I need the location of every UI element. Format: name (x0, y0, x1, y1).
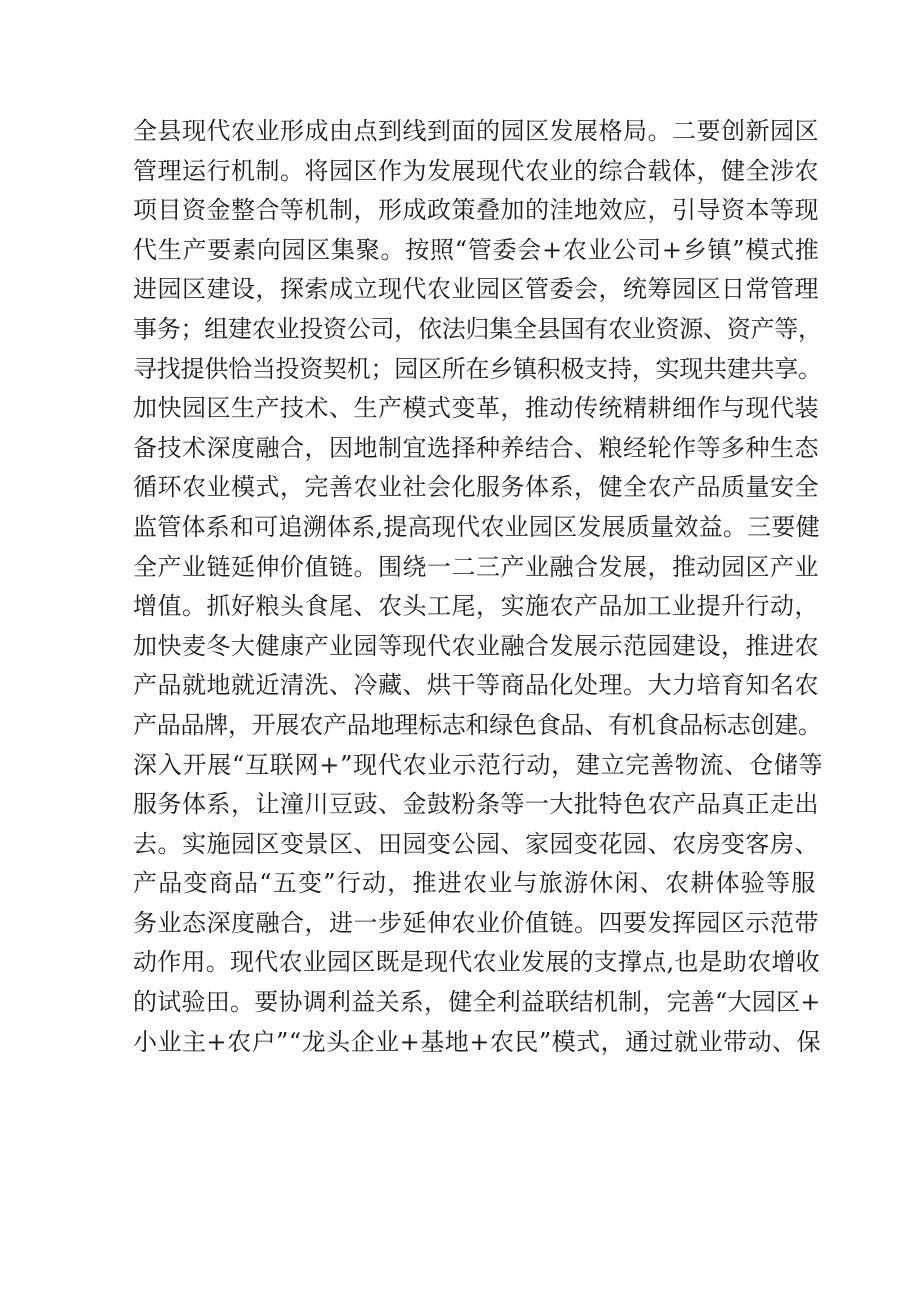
text-line: 全产业链延伸价值链。围绕一二三产业融合发展，推动园区产业 (133, 552, 819, 581)
text-line: 产品变商品“五变”行动，推进农业与旅游休闲、农耕体验等服 (133, 869, 817, 898)
text-line: 加快园区生产技术、生产模式变革，推动传统精耕细作与现代装 (133, 394, 819, 423)
body-paragraph (133, 112, 823, 1062)
text-line: 深入开展“互联网+”现代农业示范行动，建立完善物流、仓储等 (133, 750, 824, 779)
text-line: 备技术深度融合，因地制宜选择种养结合、粮经轮作等多种生态 (133, 433, 819, 462)
text-line: 全县现代农业形成由点到线到面的园区发展格局。二要创新园区 (133, 117, 819, 145)
text-line: 产品就地就近清洗、冷藏、烘干等商品化处理。大力培育知名农 (133, 671, 819, 700)
text-line: 进园区建设，探索成立现代农业园区管委会，统筹园区日常管理 (133, 275, 819, 304)
text-line: 管理运行机制。将园区作为发展现代农业的综合载体，健全涉农 (133, 156, 819, 185)
text-line: 项目资金整合等机制，形成政策叠加的洼地效应，引导资本等现 (133, 196, 819, 225)
text-line: 代生产要素向园区集聚。按照“管委会+农业公司+乡镇”模式推 (133, 235, 820, 264)
text-line: 加快麦冬大健康产业园等现代农业融合发展示范园建设，推进农 (133, 631, 819, 660)
text-line: 事务；组建农业投资公司，依法归集全县国有农业资源、资产等， (133, 314, 822, 343)
text-line: 循环农业模式，完善农业社会化服务体系，健全农产品质量安全 (133, 473, 819, 502)
text-line: 小业主+农户”“龙头企业+基地+农民”模式，通过就业带动、保 (133, 1027, 822, 1056)
text-line: 产品品牌，开展农产品地理标志和绿色食品、有机食品标志创建。 (133, 710, 822, 739)
text-line: 的试验田。要协调利益关系，健全利益联结机制，完善“大园区+ (133, 988, 821, 1017)
text-line: 监管体系和可追溯体系,提高现代农业园区发展质量效益。三要健 (133, 512, 820, 541)
text-line: 寻找提供恰当投资契机；园区所在乡镇积极支持，实现共建共享。 (133, 354, 822, 383)
text-line: 增值。抓好粮头食尾、农头工尾，实施农产品加工业提升行动， (133, 592, 819, 621)
text-line: 去。实施园区变景区、田园变公园、家园变花园、农房变客房、 (133, 829, 819, 858)
text-line: 服务体系，让潼川豆豉、金鼓粉条等一大批特色农产品真正走出 (133, 790, 819, 819)
text-line: 动作用。现代农业园区既是现代农业发展的支撑点,也是助农增收 (133, 948, 820, 977)
text-line: 务业态深度融合，进一步延伸农业价值链。四要发挥园区示范带 (133, 908, 819, 937)
